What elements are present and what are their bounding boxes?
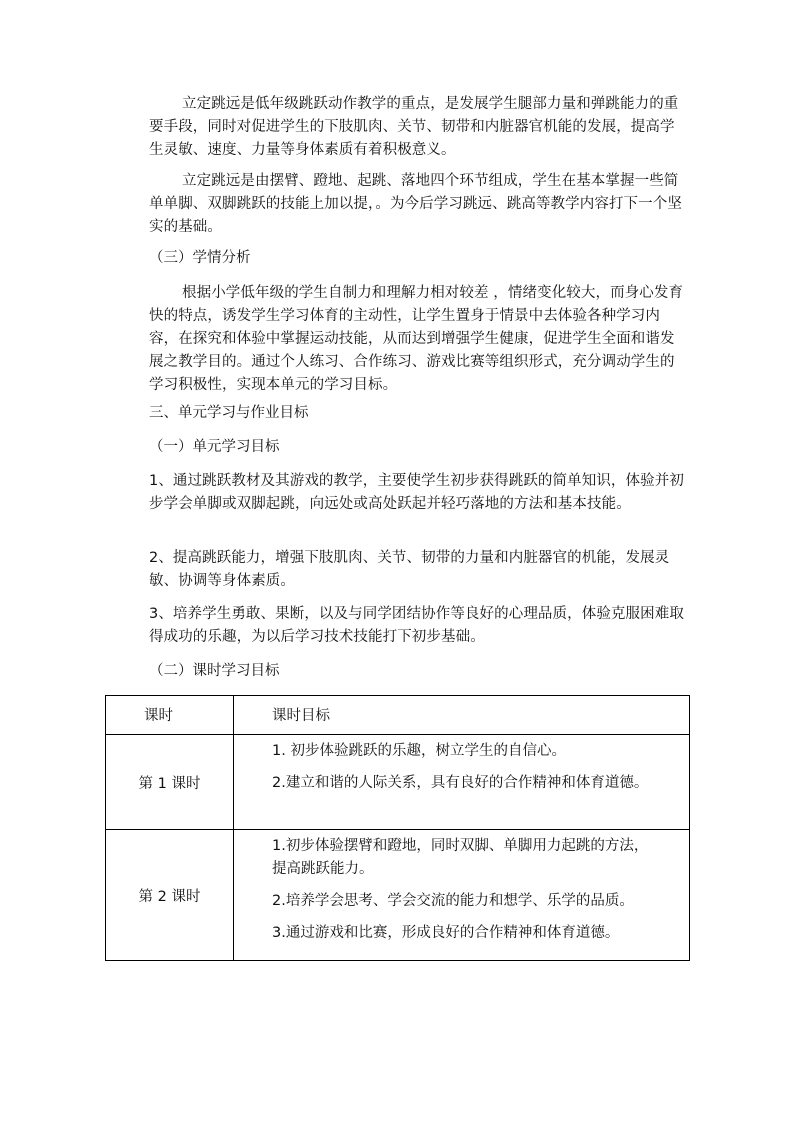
lesson-2-label: 第 2 课时 (106, 830, 234, 961)
table-row (106, 735, 690, 830)
lesson-1-goals (234, 735, 690, 830)
lesson-1-goal-1: 1. 初步体验跳跃的乐趣，树立学生的自信心。 (272, 743, 566, 759)
lesson-2-goal-2: 2.培养学会思考、学会交流的能力和想学、乐学的品质。 (272, 893, 634, 909)
paragraph-standing-jump-importance: 立定跳远是低年级跳跃动作教学的重点，是发展学生腿部力量和弹跳能力的重要手段，同时对促进学生的下肢肌肉、关节、韧带和内脏器官机能的发展，提高学生灵敏、速度、力量等身体素质有着积极意义。 (149, 96, 679, 158)
table-row (106, 830, 690, 961)
heading-unit-learning-goals: （一）单元学习目标 (149, 439, 280, 455)
unit-goal-1: 1、通过跳跃教材及其游戏的教学，主要使学生初步获得跳跃的简单知识，体验并初步学会单脚或双脚起跳，向远处或高处跃起并轻巧落地的方法和基本技能。 (149, 473, 684, 512)
heading-lesson-learning-goals: （二）课时学习目标 (149, 663, 280, 679)
lesson-2-goal-1: 1.初步体验摆臂和蹬地，同时双脚、单脚用力起跳的方法，提高跳跃能力。 (272, 838, 649, 877)
unit-goal-2: 2、提高跳跃能力，增强下肢肌肉、关节、韧带的力量和内脏器官的机能，发展灵敏、协调等身体素质。 (149, 550, 670, 589)
heading-unit-and-homework-goals: 三、单元学习与作业目标 (149, 405, 309, 421)
table-header-row (106, 696, 690, 735)
lesson-1-label: 第 1 课时 (106, 735, 234, 830)
table-header-lesson: 课时 (106, 696, 234, 735)
paragraph-student-analysis: 根据小学低年级的学生自制力和理解力相对较差 ，情绪变化较大，而身心发育快的特点，诱发学生学习体育的主动性，让学生置身于情景中去体验各种学习内容，在探究和体验中掌握运动技能，从而达到增强学生健康，促进学生全面和谐发展之教学目的。通过个人练习、合作练习、游戏比赛等组织形式，充分调动学生的学习积极性，实现本单元的学习目标。 (149, 285, 684, 393)
paragraph-standing-jump-phases: 立定跳远是由摆臂、蹬地、起跳、落地四个环节组成，学生在基本掌握一些简单单脚、双脚跳跃的技能上加以提，。为今后学习跳远、跳高等教学内容打下一个坚实的基础。 (149, 173, 682, 235)
lesson-goals-table (105, 695, 690, 961)
unit-goal-3: 3、培养学生勇敢、果断，以及与同学团结协作等良好的心理品质，体验克服困难取得成功的乐趣，为以后学习技术技能打下初步基础。 (149, 606, 684, 645)
lesson-1-goal-2: 2.建立和谐的人际关系，具有良好的合作精神和体育道德。 (272, 775, 649, 791)
table-header-lesson-goal: 课时目标 (234, 696, 690, 735)
heading-student-analysis: （三）学情分析 (149, 250, 251, 266)
lesson-2-goal-3: 3.通过游戏和比赛，形成良好的合作精神和体育道德。 (272, 925, 620, 941)
lesson-2-goals (234, 830, 690, 961)
